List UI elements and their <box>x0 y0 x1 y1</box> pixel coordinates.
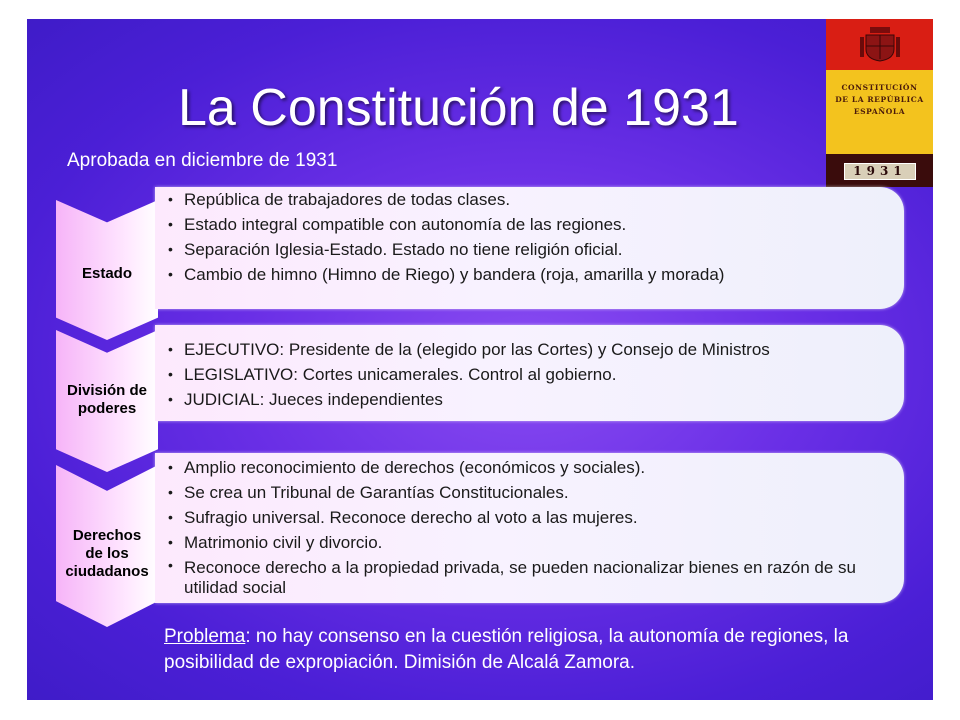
list-item: • Sufragio universal. Reconoce derecho al voto a las mujeres. <box>168 505 888 530</box>
cover-year: 1931 <box>844 163 916 180</box>
list-item: • EJECUTIVO: Presidente de la (elegido por las Cortes) y Consejo de Ministros <box>168 337 770 362</box>
cover-title-text: CONSTITUCIÓN DE LA REPÚBLICA ESPAÑOLA <box>835 83 924 116</box>
problem-text: : no hay consenso en la cuestión religiosa, la autonomía de regiones, la posibilidad de expropiación. Dimisión de Alcalá Zamora. <box>164 626 849 673</box>
section-list-estado <box>168 187 724 287</box>
list-item: • Se crea un Tribunal de Garantías Constitucionales. <box>168 480 888 505</box>
section-label-division-poderes: División de poderes <box>66 382 148 417</box>
slide-subtitle: Aprobada en diciembre de 1931 <box>67 150 338 171</box>
constitution-book-cover <box>826 19 933 187</box>
list-item: • República de trabajadores de todas clases. <box>168 187 724 212</box>
list-item: • Estado integral compatible con autonomía de las regiones. <box>168 212 724 237</box>
list-item: • LEGISLATIVO: Cortes unicamerales. Control al gobierno. <box>168 362 770 387</box>
problem-keyword: Problema <box>164 626 246 647</box>
coat-of-arms-icon <box>826 19 933 70</box>
section-label-derechos: Derechos de los ciudadanos <box>65 527 149 580</box>
slide-title: La Constitución de 1931 <box>178 79 739 137</box>
list-item: • JUDICIAL: Jueces independientes <box>168 387 770 412</box>
list-item: • Amplio reconocimiento de derechos (económicos y sociales). <box>168 455 888 480</box>
list-item: • Matrimonio civil y divorcio. <box>168 530 888 555</box>
section-list-division-poderes <box>168 337 770 412</box>
cover-title-band <box>826 70 933 154</box>
list-item: • Separación Iglesia-Estado. Estado no tiene religión oficial. <box>168 237 724 262</box>
problem-note <box>164 624 884 676</box>
section-label-estado: Estado <box>81 265 132 282</box>
list-item: • Cambio de himno (Himno de Riego) y bandera (roja, amarilla y morada) <box>168 262 724 287</box>
section-list-derechos <box>168 455 888 598</box>
list-item: • Reconoce derecho a la propiedad privada, se pueden nacionalizar bienes en razón de su utilidad social <box>168 555 888 598</box>
